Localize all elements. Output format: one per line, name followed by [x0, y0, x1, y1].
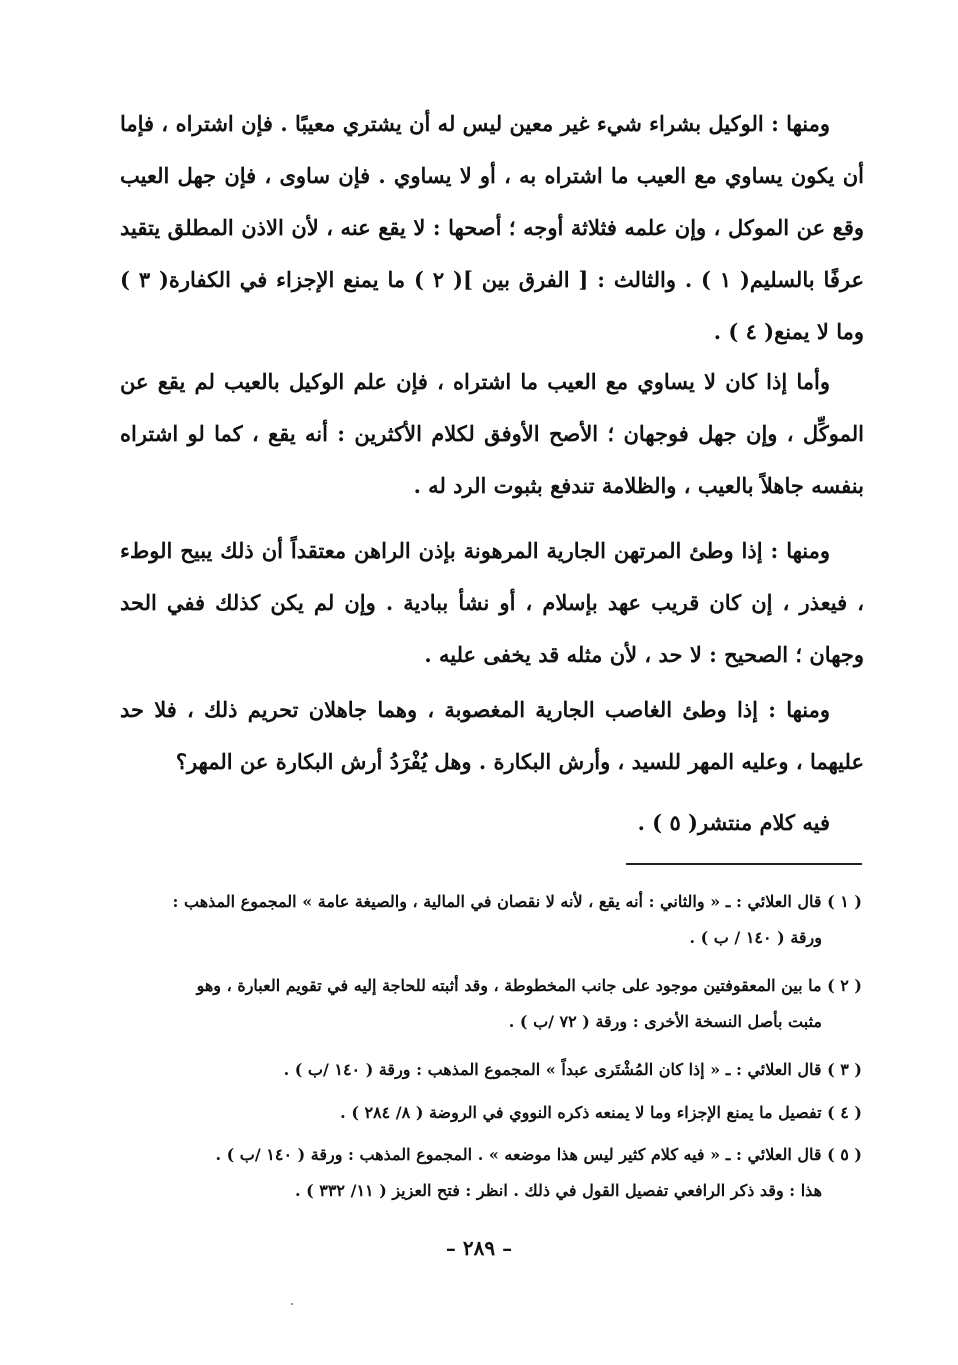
paragraph-text: وأما إذا كان لا يساوي مع العيب ما اشتراه ، فإن علم الوكيل بالعيب لم يقع عن الموكِّل ، وإن جهل فوجهان ؛ الأصح الأوفق لكلام الأكثرين : أنه يقع ، كما لو اشتراه بنفسه جاهلاً بالعيب ، والظلامة تندفع بثبوت الرد له .	[120, 369, 864, 498]
footnote-continuation: مثبت بأصل النسخة الأخرى : ورقة ( ٧٢ /ب ) .	[508, 1012, 822, 1031]
footnote-continuation: هذا : وقد ذكر الرافعي تفصيل القول في ذلك . انظر : فتح العزيز ( ١١/ ٣٣٢ ) .	[294, 1181, 822, 1200]
footnote-continuation: ورقة ( ١٤٠ / ب ) .	[689, 928, 822, 947]
footnote-5	[110, 1137, 862, 1209]
paragraph-agent-defective-purchase	[120, 98, 864, 358]
footnote-line: ( ٣ ) قال العلائي : ـ « إذا كان المُشْتَرى عبداً » المجموع المذهب : ورقة ( ١٤٠ /ب ) .	[283, 1060, 862, 1079]
footnote-line: ( ٤ ) تفصيل ما يمنع الإجزاء وما لا يمنعه ذكره النووي في الروضة ( ٨/ ٢٨٤ ) .	[340, 1103, 862, 1122]
footnote-divider	[626, 863, 862, 865]
footnote-1	[110, 884, 862, 956]
paragraph-unequal-value	[120, 356, 864, 512]
scan-speck	[291, 1303, 293, 1305]
footnote-line: ( ٥ ) قال العلائي : ـ « فيه كلام كثير ليس هذا موضعه » . المجموع المذهب : ورقة ( ١٤٠ /ب ) .	[215, 1145, 862, 1164]
footnote-3	[110, 1052, 862, 1088]
paragraph-mortgagee	[120, 525, 864, 681]
page-number: – ٢٨٩ –	[445, 1236, 513, 1260]
paragraph-text: فيه كلام منتشر( ٥ ) .	[637, 810, 830, 835]
paragraph-text: ومنها : الوكيل بشراء شيء غير معين ليس له أن يشتري معيبًا . فإن اشتراه ، فإما أن يكون يساوي مع العيب ما اشتراه به ، أو لا يساوي . فإن ساوى ، فإن جهل العيب وقع عن الموكل ، وإن علمه فثلاثة أوجه ؛ أصحها : لا يقع عنه ، لأن الاذن المطلق يتقيد عرفًا بالسليم( ١ ) . والثالث : [ الفرق بين ]( ٢ ) ما يمنع الإجزاء في الكفارة( ٣ ) وما لا يمنع( ٤ ) .	[120, 111, 865, 344]
paragraph-text: ومنها : إذا وطئ المرتهن الجارية المرهونة بإذن الراهن معتقداً أن ذلك يبيح الوطء ، فيعذر ، إن كان قريب عهد بإسلام ، أو نشأ ببادية . وإن لم يكن كذلك ففي الحد وجهان ؛ الصحيح : لا حد ، لأن مثله قد يخفى عليه .	[120, 538, 864, 667]
footnote-line: ( ١ ) قال العلائي : ـ « والثاني : أنه يقع ، لأنه لا نقصان في المالية ، والصيغة عامة » المجموع المذهب :	[172, 892, 862, 911]
paragraph-usurper	[120, 684, 864, 788]
paragraph-text: ومنها : إذا وطئ الغاصب الجارية المغصوبة ، وهما جاهلان تحريم ذلك ، فلا حد عليهما ، وعليه المهر للسيد ، وأرش البكارة . وهل يُفْرَدُ أرش البكارة عن المهر؟	[120, 697, 864, 774]
paragraph-closing	[120, 797, 864, 849]
footnote-4	[110, 1095, 862, 1131]
footnote-line: ( ٢ ) ما بين المعقوفتين موجود على جانب المخطوطة ، وقد أثبته للحاجة إليه في تقويم العبارة ، وهو	[196, 976, 862, 995]
footnote-2	[110, 968, 862, 1040]
